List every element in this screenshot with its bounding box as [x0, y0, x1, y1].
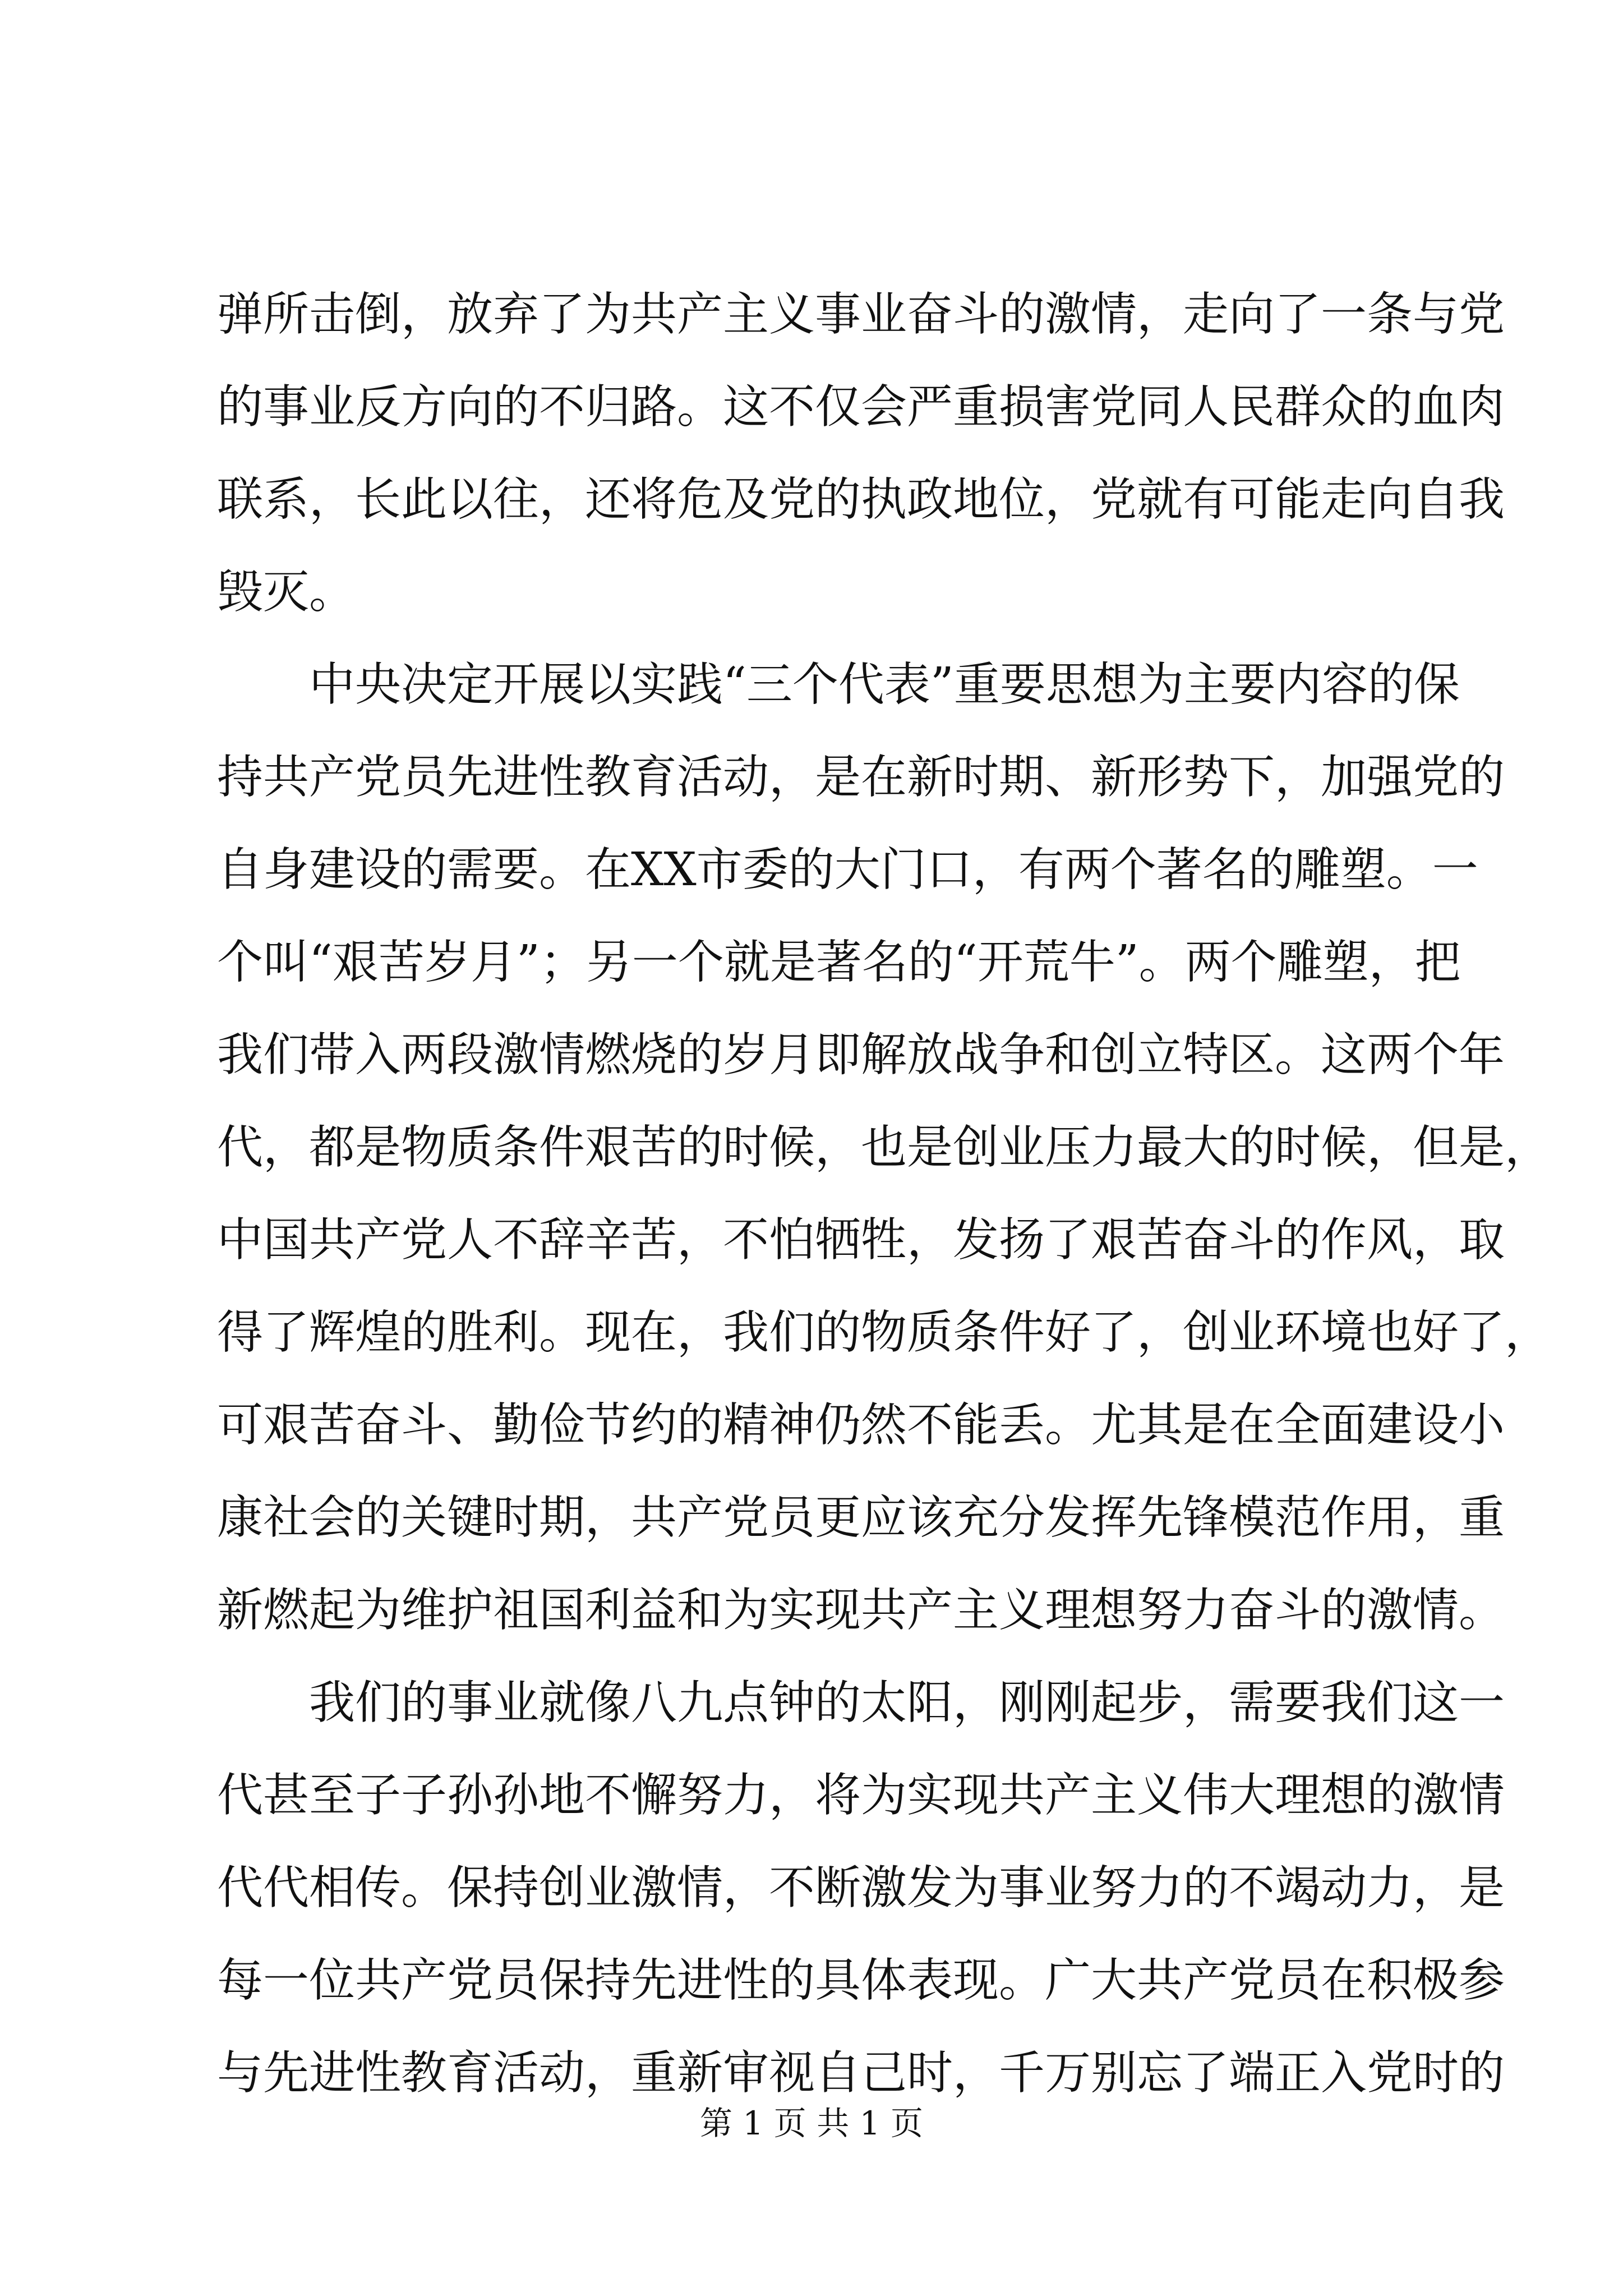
- text-line: 可艰苦奋斗、勤俭节约的精神仍然不能丢。尤其是在全面建设小: [217, 1398, 1505, 1452]
- text-line: 代代相传。保持创业激情，不断激发为事业努力的不竭动力，是: [217, 1861, 1505, 1915]
- text-line: 自身建设的需要。在XX市委的大门口，有两个著名的雕塑。一: [217, 843, 1478, 896]
- text-line: 的事业反方向的不归路。这不仅会严重损害党同人民群众的血肉: [217, 380, 1505, 434]
- text-line: 毁灭。: [217, 565, 356, 619]
- text-line: 中国共产党人不辞辛苦，不怕牺牲，发扬了艰苦奋斗的作风，取: [217, 1213, 1505, 1267]
- text-line: 每一位共产党员保持先进性的具体表现。广大共产党员在积极参: [217, 1954, 1505, 2007]
- body-text: [217, 268, 1551, 2119]
- text-line: 代，都是物质条件艰苦的时候，也是创业压力最大的时候，但是，: [217, 1121, 1551, 1174]
- text-line: 弹所击倒，放弃了为共产主义事业奋斗的激情，走向了一条与党: [217, 288, 1505, 341]
- text-line: 得了辉煌的胜利。现在，我们的物质条件好了，创业环境也好了，: [217, 1306, 1551, 1359]
- text-line: 我们带入两段激情燃烧的岁月即解放战争和创立特区。这两个年: [217, 1028, 1505, 1082]
- text-line: 个叫“艰苦岁月”；另一个就是著名的“开荒牛”。两个雕塑，把: [217, 936, 1461, 989]
- text-line: 我们的事业就像八九点钟的太阳，刚刚起步，需要我们这一: [309, 1676, 1505, 1729]
- text-line: 代甚至子子孙孙地不懈努力，将为实现共产主义伟大理想的激情: [217, 1769, 1505, 1822]
- page-number-label: 第 1 页 共 1 页: [700, 2104, 923, 2142]
- text-line: 新燃起为维护祖国利益和为实现共产主义理想努力奋斗的激情。: [217, 1584, 1505, 1637]
- text-line: 康社会的关键时期，共产党员更应该充分发挥先锋模范作用，重: [217, 1491, 1505, 1544]
- text-line: 与先进性教育活动，重新审视自己时，千万别忘了端正入党时的: [217, 2046, 1505, 2100]
- text-line: 联系，长此以往，还将危及党的执政地位，党就有可能走向自我: [217, 473, 1505, 526]
- text-line: 持共产党员先进性教育活动，是在新时期、新形势下，加强党的: [217, 751, 1505, 804]
- page-footer: [0, 2097, 1623, 2144]
- text-line: 中央决定开展以实践“三个代表”重要思想为主要内容的保: [309, 658, 1460, 711]
